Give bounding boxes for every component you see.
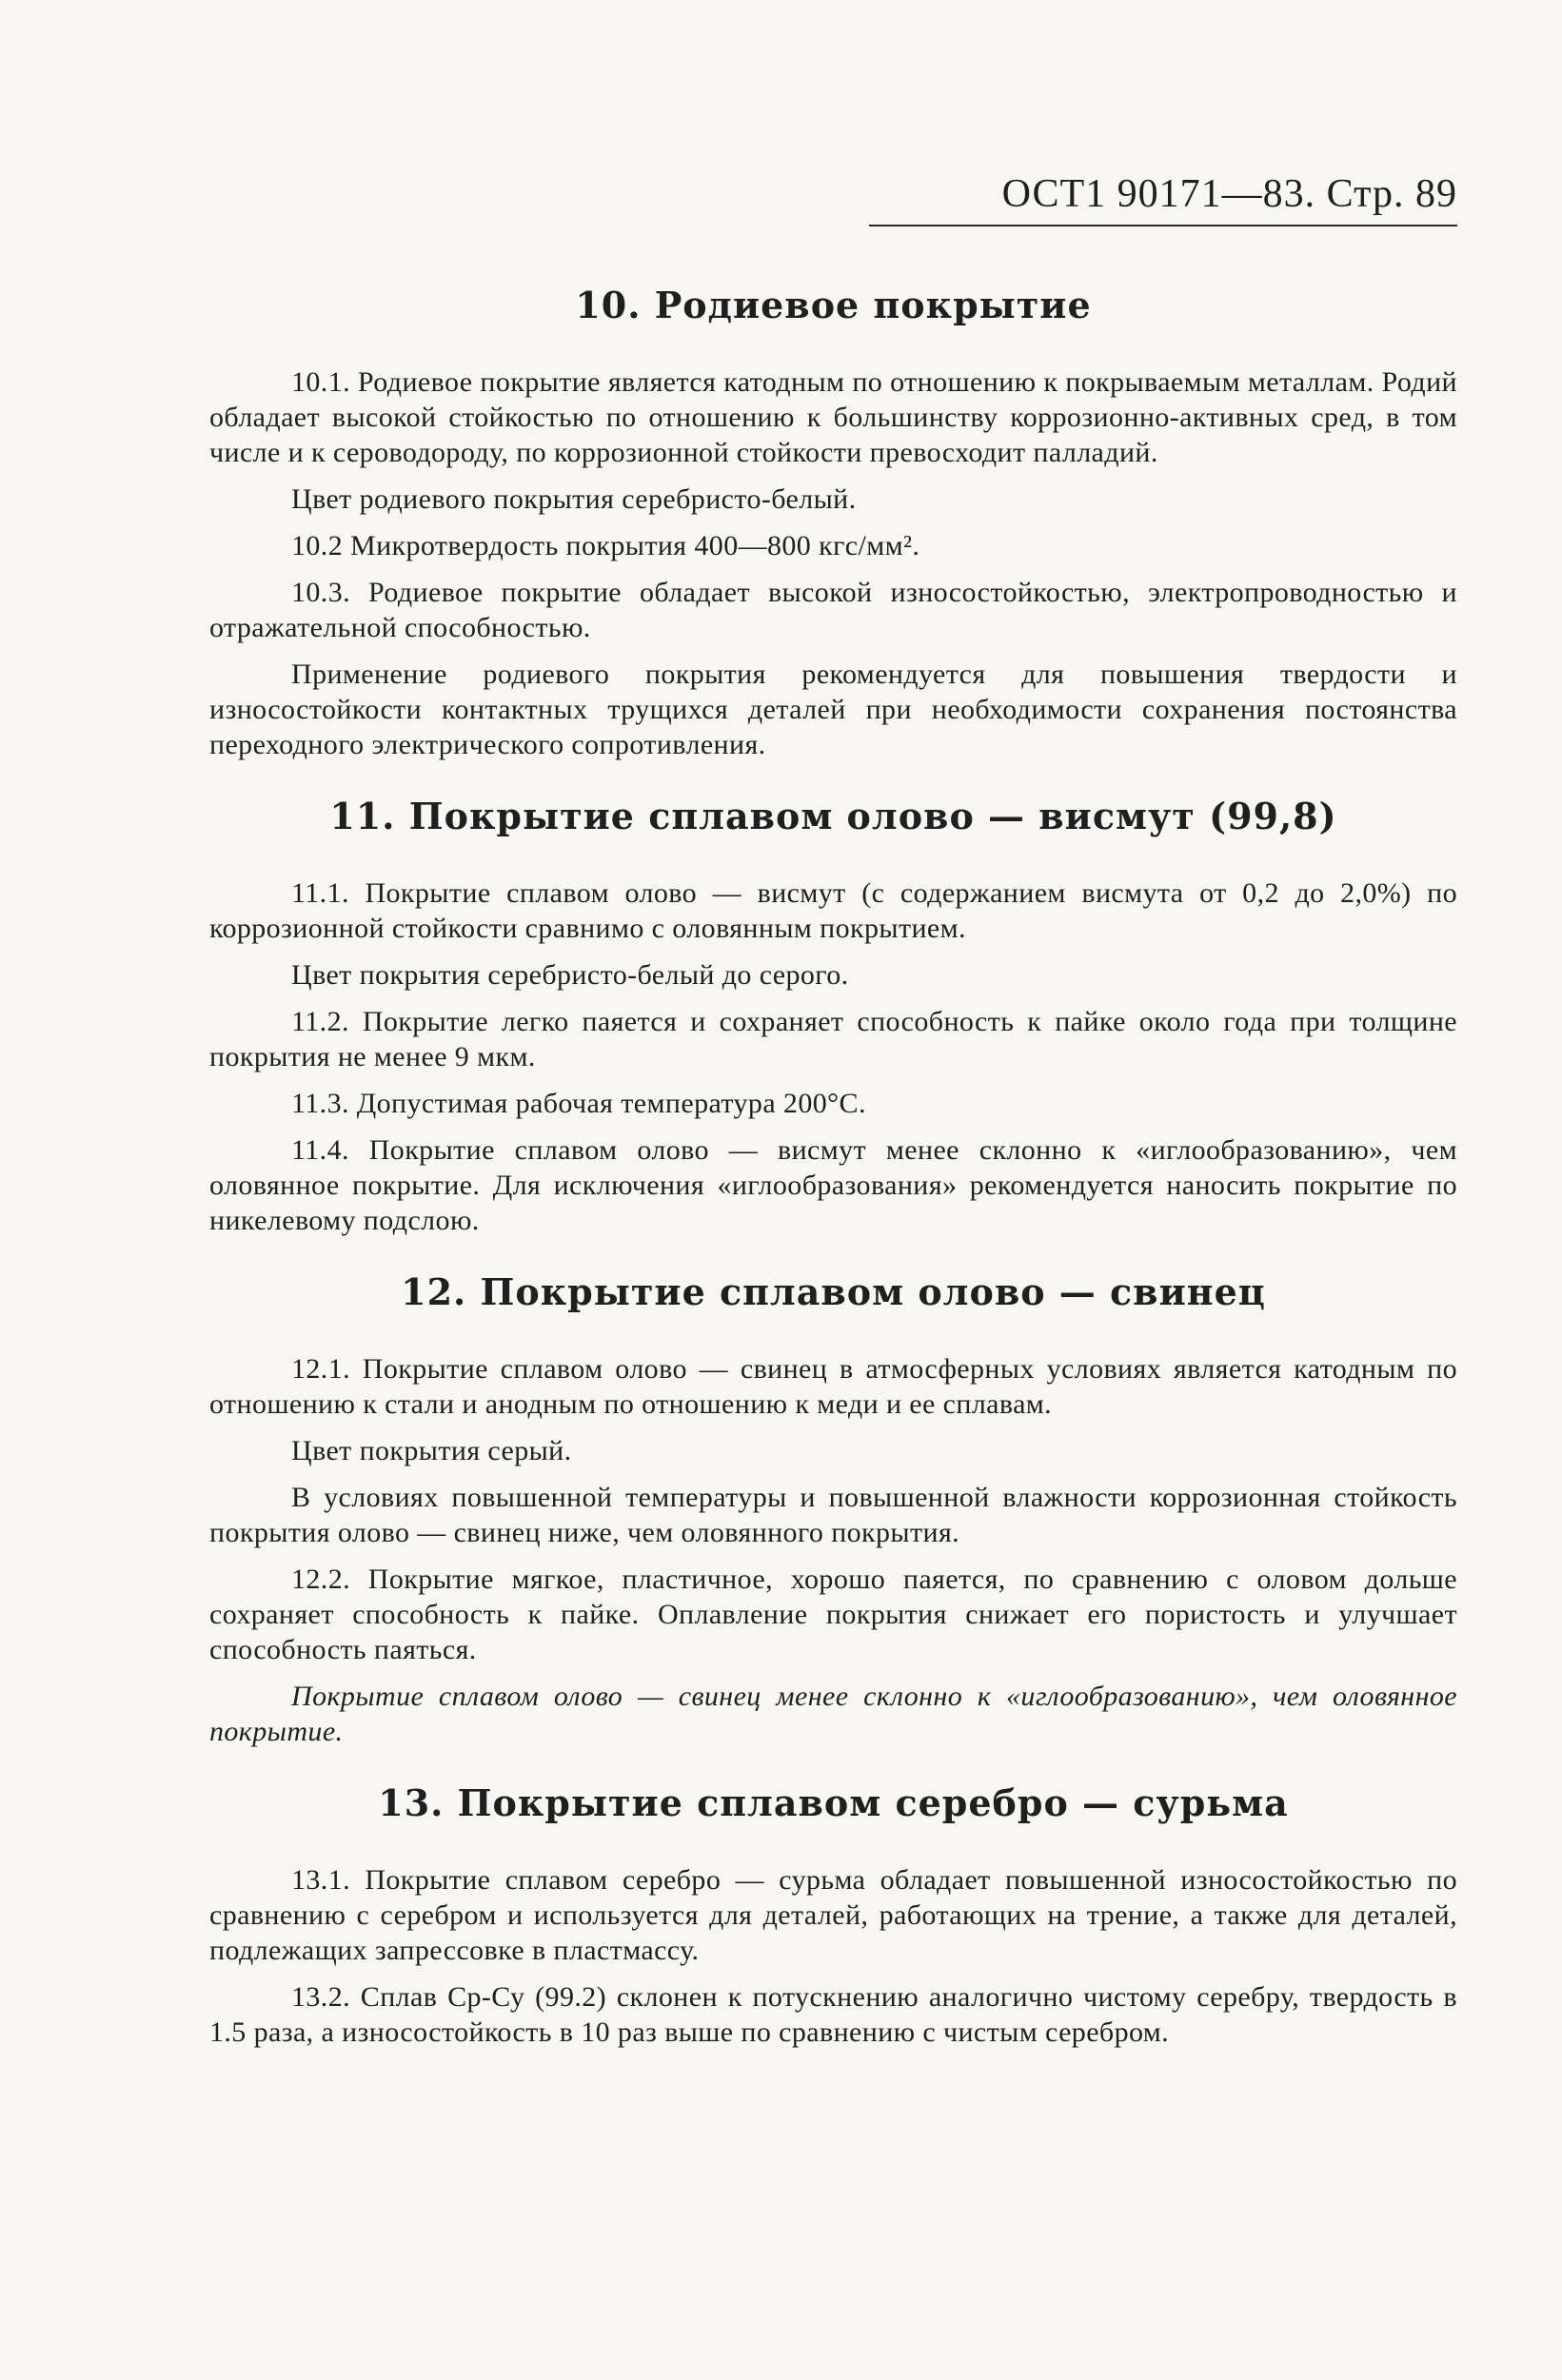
paragraph: Применение родиевого покрытия рекомендуется для повышения твердости и износостойкости контактных трущихся деталей при необходимости сохранения постоянства переходного электрического сопротивления. (209, 659, 1457, 760)
paragraph: 11.1. Покрытие сплавом олово — висмут (с содержанием висмута от 0,2 до 2,0%) по коррозионной стойкости сравнимо с оловянным покрытием. (209, 877, 1457, 944)
section-12 (209, 1270, 1457, 1749)
paragraph: 12.1. Покрытие сплавом олово — свинец в атмосферных условиях является катодным по отношению к стали и анодным по отношению к меди и ее сплавам. (209, 1353, 1457, 1420)
paragraph: Покрытие сплавом олово — свинец менее склонно к «иглообразованию», чем оловянное покрытие. (209, 1681, 1457, 1747)
paragraph: Цвет родиевого покрытия серебристо-белый. (291, 483, 857, 515)
paragraph: Цвет покрытия серый. (291, 1435, 572, 1466)
standard-number-header: ОСТ1 90171—83. Стр. 89 (869, 171, 1457, 226)
paragraph: 12.2. Покрытие мягкое, пластичное, хорошо паяется, по сравнению с оловом дольше сохраняет способность к пайке. Оплавление покрытия снижает его пористость и улучшает способность паяться. (209, 1564, 1457, 1665)
paragraph: В условиях повышенной температуры и повышенной влажности коррозионная стойкость покрытия олово — свинец ниже, чем оловянного покрытия. (209, 1482, 1457, 1548)
page-header (209, 171, 1457, 226)
section-title: 11. Покрытие сплавом олово — висмут (99,8) (329, 795, 1337, 837)
paragraph: 10.3. Родиевое покрытие обладает высокой износостойкостью, электропроводностью и отражательной способностью. (209, 577, 1457, 643)
section-10 (209, 284, 1457, 762)
section-13 (209, 1781, 1457, 2050)
section-title: 12. Покрытие сплавом олово — свинец (401, 1270, 1266, 1313)
section-title: 13. Покрытие сплавом серебро — сурьма (378, 1781, 1289, 1824)
paragraph: 11.4. Покрытие сплавом олово — висмут менее склонно к «иглообразованию», чем оловянное покрытие. Для исключения «иглообразования» рекомендуется наносить покрытие по никелевому подслою. (209, 1134, 1457, 1236)
paragraph: 13.2. Сплав Ср-Су (99.2) склонен к потускнению аналогично чистому серебру, твердость в 1.5 раза, а износостойкость в 10 раз выше по сравнению с чистым серебром. (209, 1981, 1457, 2048)
paragraph: 13.1. Покрытие сплавом серебро — сурьма обладает повышенной износостойкостью по сравнению с серебром и используется для деталей, работающих на трение, а также для деталей, подлежащих запрессовке в пластмассу. (209, 1864, 1457, 1966)
paragraph: 11.3. Допустимая рабочая температура 200°С. (291, 1088, 866, 1119)
section-title: 10. Родиевое покрытие (575, 284, 1092, 326)
paragraph: 11.2. Покрытие легко паяется и сохраняет способность к пайке около года при толщине покрытия не менее 9 мкм. (209, 1006, 1457, 1072)
section-11 (209, 795, 1457, 1238)
paragraph: 10.2 Микротвердость покрытия 400—800 кгс/мм². (291, 530, 920, 561)
paragraph: Цвет покрытия серебристо-белый до серого. (291, 959, 849, 991)
paragraph: 10.1. Родиевое покрытие является катодным по отношению к покрываемым металлам. Родий обладает высокой стойкостью по отношению к большинству коррозионно-активных сред, в том числе и к сероводороду, по коррозионной стойкости превосходит палладий. (209, 366, 1457, 468)
